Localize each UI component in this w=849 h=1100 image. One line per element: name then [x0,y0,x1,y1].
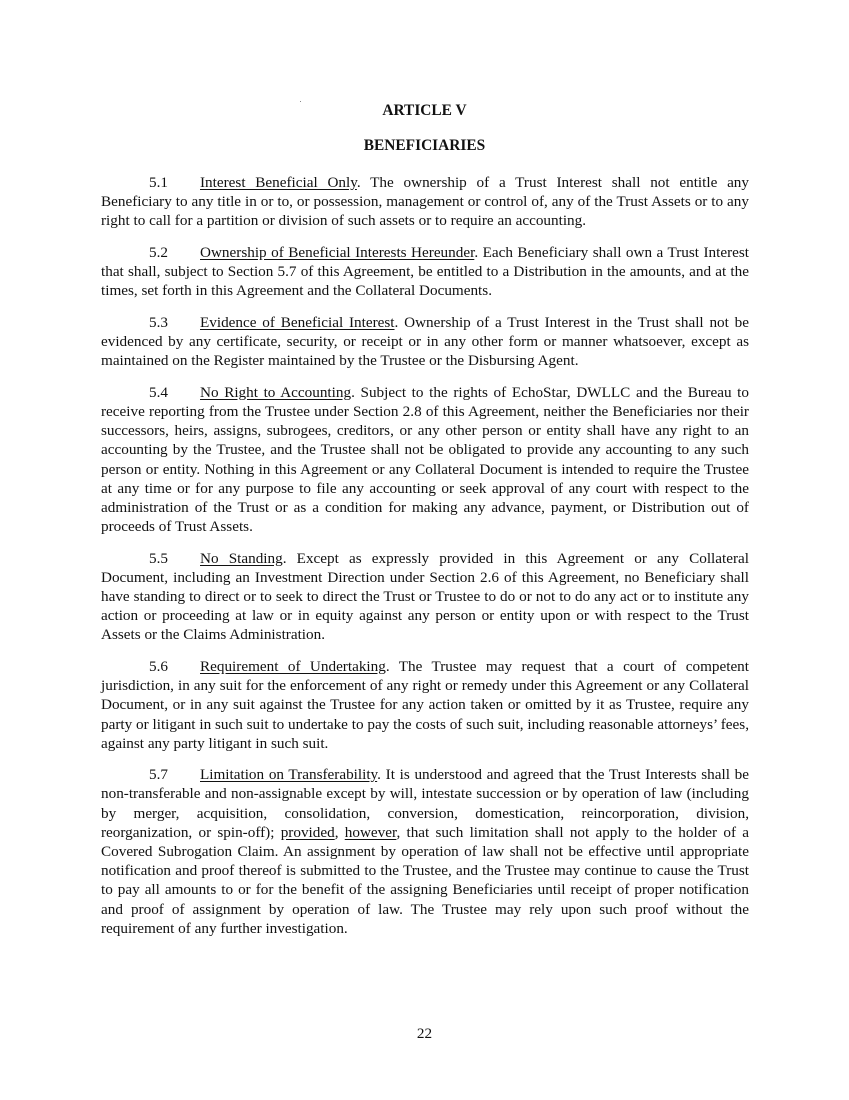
section-title: No Right to Accounting [200,383,352,401]
section-text-separator: , [334,823,345,841]
section-title: Evidence of Beneficial Interest [200,313,395,331]
section-text: . The Trustee may request that a court of competent jurisdiction, in any suit for the enforcement of any right or remedy under this Agreement or any Collateral Document, or in any suit against the Trustee for any action taken or omitted by it as Trustee, require any party or litigant in such suit to undertake to pay the costs of such suit, including reasonable attorneys’ fees, against any party litigant in such suit. [101,657,749,752]
emphasis-provided: provided [280,823,335,841]
section-text: , that such limitation shall not apply to the holder of a Covered Subrogation Claim. An assignment by operation of law shall not be effective until appropriate notification and proof thereof is submitted to the Trustee, and the Trustee may continue to cause the Trust to pay all amounts to or for the benefit of the assigning Beneficiaries until receipt of proper notification and proof of assignment by operation of law. The Trustee may rely upon such proof without the requirement of any further investigation. [101,823,749,937]
section-text: . Subject to the rights of EchoStar, DWLLC and the Bureau to receive reporting from the Trustee under Section 2.8 of this Agreement, neither the Beneficiaries nor their successors, heirs, assigns, subrogees, creditors, or any other person or entity shall have any right to an accounting by the Trustee, and the Trustee shall not be obligated to provide any accounting to any such person or entity. Nothing in this Agreement or any Collateral Document is intended to require the Trustee at any time or for any purpose to file any accounting or seek approval of any court with respect to the administration of the Trust or as a condition for making any advance, payment, or Distribution out of proceeds of Trust Assets. [101,383,749,536]
page-number: 22 [416,1025,433,1042]
section-title: Interest Beneficial Only [200,174,357,191]
section-5-5 [101,549,749,645]
section-5-7 [101,765,749,938]
section-5-2 [101,243,749,301]
section-number: 5.3 [149,313,168,331]
article-title-heading: BENEFICIARIES [363,137,486,154]
section-number: 5.2 [149,243,168,261]
section-number: 5.6 [149,657,168,675]
section-title: Ownership of Beneficial Interests Hereunder [200,243,475,261]
section-number: 5.1 [149,174,168,191]
section-5-6 [101,657,749,753]
section-title: Requirement of Undertaking [200,657,386,675]
section-title: No Standing [200,549,283,567]
section-text: . Ownership of a Trust Interest in the Trust shall not be evidenced by any certificate, security, or receipt or in any other form or manner whatsoever, except as maintained on the Register maintained by the Trustee or the Disbursing Agent. [101,313,749,370]
section-5-4 [101,383,749,537]
section-5-3 [101,313,749,371]
section-5-1 [101,173,749,231]
section-title: Limitation on Transferability [200,766,378,784]
article-number-heading: ARTICLE V [382,102,467,119]
section-number: 5.4 [149,383,168,401]
article-body [101,173,749,950]
section-text: . Except as expressly provided in this Agreement or any Collateral Document, including an Investment Direction under Section 2.6 of this Agreement, no Beneficiary shall have standing to direct or to seek to direct the Trust or Trustee to do or not to do any act or to institute any action or proceeding at law or in equity against any person or entity upon or with respect to the Trust Assets or the Claims Administration. [101,549,749,644]
section-number: 5.5 [149,549,168,567]
section-text: . The ownership of a Trust Interest shall not entitle any Beneficiary to any title in or to, or possession, management or control of, any of the Trust Assets or to any right to call for a partition or division of such assets or to require an accounting. [101,174,749,230]
section-number: 5.7 [149,766,168,784]
section-text: . Each Beneficiary shall own a Trust Interest that shall, subject to Section 5.7 of this Agreement, be entitled to a Distribution in the amounts, and at the times, set forth in this Agreement and the Collateral Documents. [101,243,749,300]
emphasis-however: however [344,823,397,841]
section-text: . It is understood and agreed that the Trust Interests shall be non-transferable and non-assignable except by will, intestate succession or by operation of law (including by merger, acquisition, consolidation, conversion, domestication, reincorporation, division, reorganization, or spin-off); [101,766,749,841]
